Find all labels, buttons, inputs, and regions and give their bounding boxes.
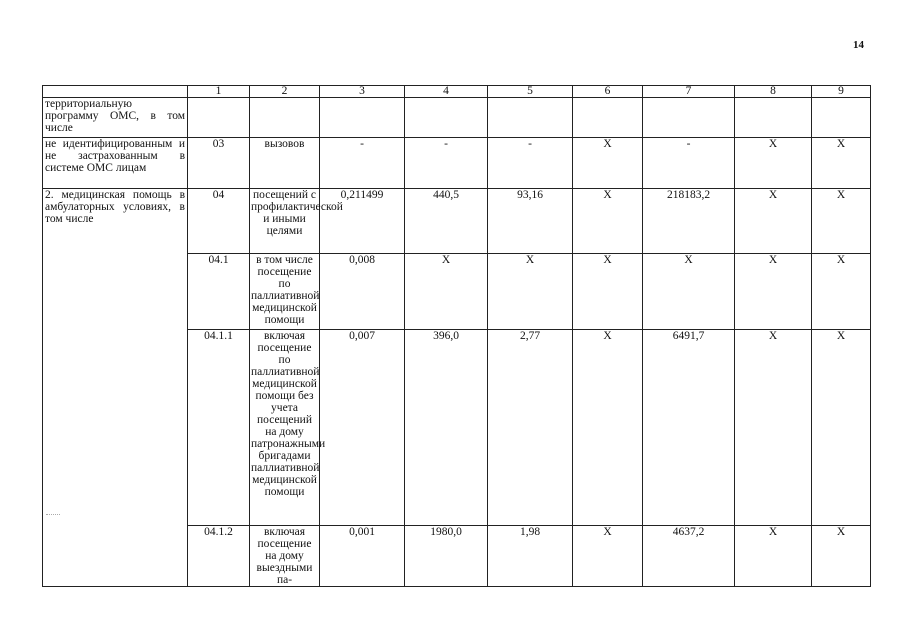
value-cell: 0,001 xyxy=(320,526,405,587)
header-cell: 8 xyxy=(735,86,812,98)
value-cell: X xyxy=(812,254,871,330)
value-cell: X xyxy=(735,254,812,330)
header-cell: 9 xyxy=(812,86,871,98)
row-name-cell: территориальную программу ОМС, в том числе xyxy=(43,98,188,138)
value-cell: 0,008 xyxy=(320,254,405,330)
value-cell: X xyxy=(573,526,643,587)
header-cell: 1 xyxy=(188,86,250,98)
value-cell: X xyxy=(812,330,871,526)
value-cell: X xyxy=(812,189,871,254)
value-cell xyxy=(812,98,871,138)
unit-cell: в том числе посещение по паллиативной медицинской помощи xyxy=(250,254,320,330)
header-cell xyxy=(43,86,188,98)
value-cell: X xyxy=(573,138,643,189)
table-row xyxy=(43,98,871,138)
table-row xyxy=(43,189,871,254)
value-cell: X xyxy=(812,526,871,587)
value-cell: 93,16 xyxy=(488,189,573,254)
header-cell: 2 xyxy=(250,86,320,98)
value-cell: 1,98 xyxy=(488,526,573,587)
value-cell xyxy=(405,98,488,138)
value-cell: X xyxy=(735,330,812,526)
value-cell: 440,5 xyxy=(405,189,488,254)
unit-cell: включая посещение по паллиативной медицинской помощи без учета посещений на дому патронажными бригадами паллиативной медицинской помощи xyxy=(250,330,320,526)
services-table xyxy=(42,85,871,587)
value-cell: X xyxy=(735,189,812,254)
value-cell: X xyxy=(573,254,643,330)
value-cell: X xyxy=(488,254,573,330)
value-cell: X xyxy=(643,254,735,330)
value-cell: 218183,2 xyxy=(643,189,735,254)
code-cell: 04.1.1 xyxy=(188,330,250,526)
value-cell xyxy=(735,98,812,138)
value-cell: X xyxy=(573,330,643,526)
value-cell xyxy=(573,98,643,138)
value-cell: - xyxy=(488,138,573,189)
value-cell: X xyxy=(812,138,871,189)
value-cell: 0,211499 xyxy=(320,189,405,254)
value-cell: X xyxy=(405,254,488,330)
value-cell: 6491,7 xyxy=(643,330,735,526)
value-cell xyxy=(488,98,573,138)
value-cell: X xyxy=(573,189,643,254)
header-cell: 5 xyxy=(488,86,573,98)
unit-cell: посещений с профилактической и иными целями xyxy=(250,189,320,254)
unit-cell: вызовов xyxy=(250,138,320,189)
page-number: 14 xyxy=(853,39,864,51)
code-cell: 03 xyxy=(188,138,250,189)
scan-artifact xyxy=(46,510,60,515)
header-row xyxy=(43,86,871,98)
value-cell: - xyxy=(320,138,405,189)
value-cell: X xyxy=(735,138,812,189)
row-name-cell: не идентифицированным и не застрахованным в системе ОМС лицам xyxy=(43,138,188,189)
code-cell: 04.1.2 xyxy=(188,526,250,587)
unit-cell: включая посещение на дому выездными па- xyxy=(250,526,320,587)
value-cell: 0,007 xyxy=(320,330,405,526)
value-cell: 396,0 xyxy=(405,330,488,526)
value-cell: - xyxy=(405,138,488,189)
code-cell: 04 xyxy=(188,189,250,254)
header-cell: 6 xyxy=(573,86,643,98)
code-cell xyxy=(188,98,250,138)
value-cell: 2,77 xyxy=(488,330,573,526)
code-cell: 04.1 xyxy=(188,254,250,330)
value-cell xyxy=(643,98,735,138)
header-cell: 3 xyxy=(320,86,405,98)
table-row xyxy=(43,138,871,189)
header-cell: 4 xyxy=(405,86,488,98)
value-cell: - xyxy=(643,138,735,189)
value-cell: 4637,2 xyxy=(643,526,735,587)
unit-cell xyxy=(250,98,320,138)
value-cell: 1980,0 xyxy=(405,526,488,587)
row-name-cell: 2. медицинская помощь в амбулаторных условиях, в том числе xyxy=(43,189,188,587)
value-cell: X xyxy=(735,526,812,587)
value-cell xyxy=(320,98,405,138)
header-cell: 7 xyxy=(643,86,735,98)
